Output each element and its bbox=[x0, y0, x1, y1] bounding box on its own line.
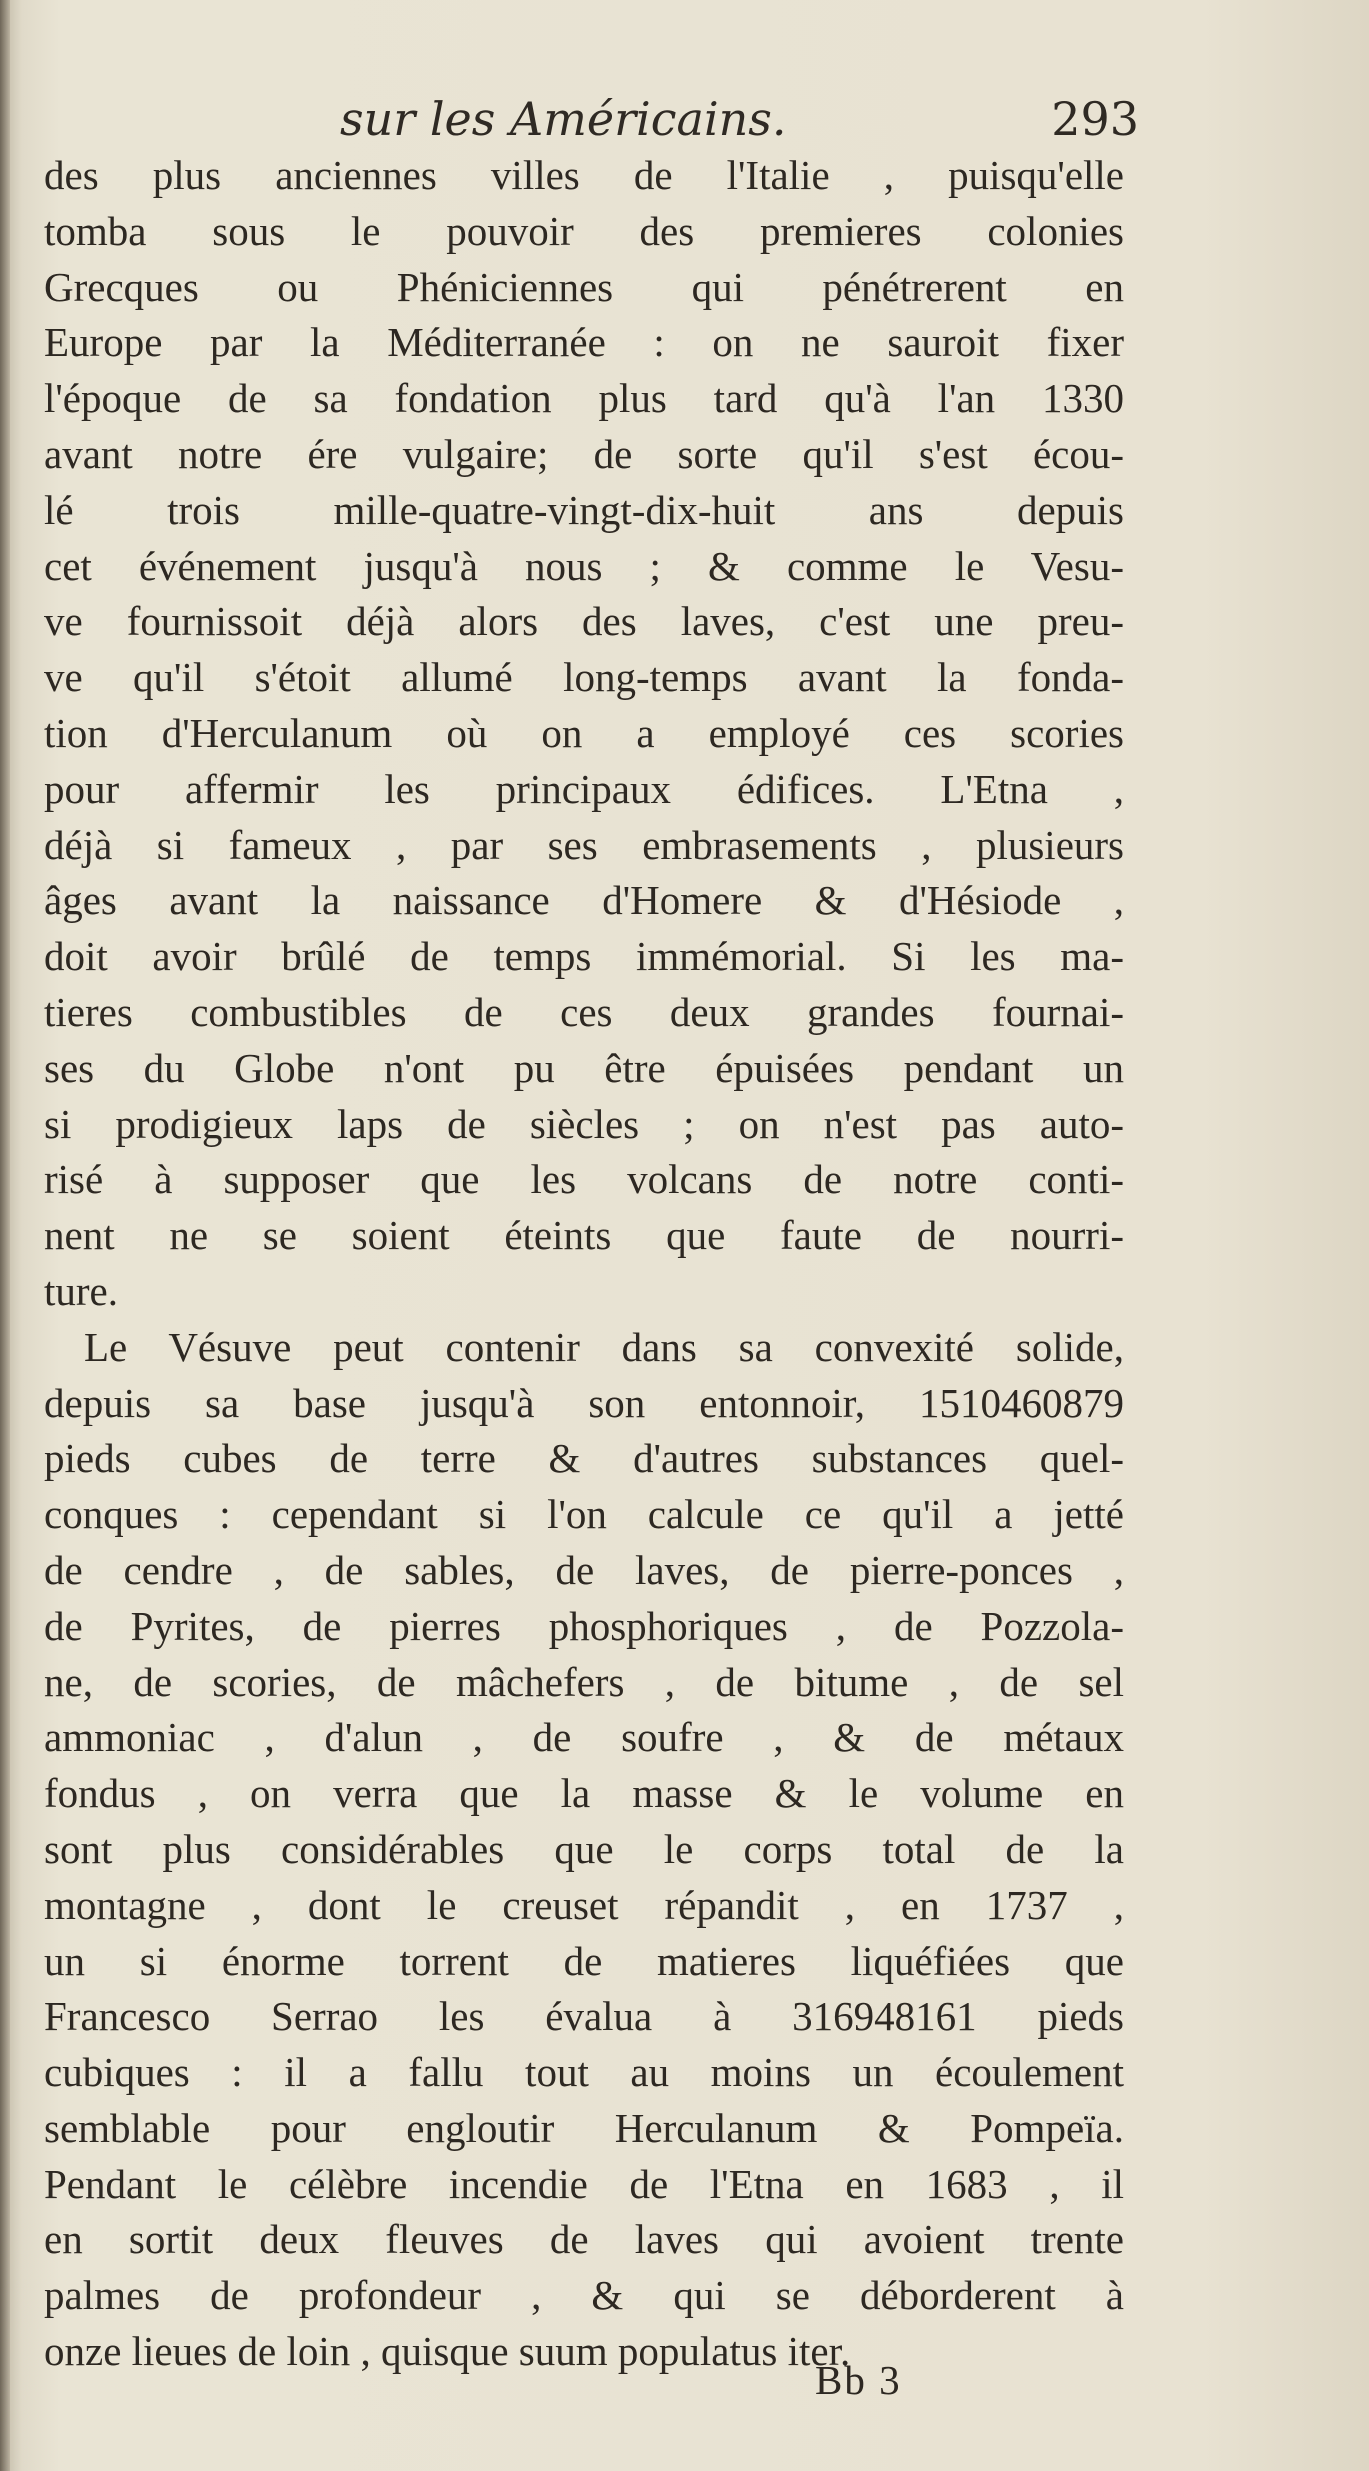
text-body bbox=[44, 148, 1124, 2380]
text-line: ses du Globe n'ont pu être épuisées pendant un bbox=[44, 1044, 1124, 1091]
text-line: ammoniac , d'alun , de soufre , & de métaux bbox=[44, 1714, 1124, 1761]
text-line: en sortit deux fleuves de laves qui avoient trente bbox=[44, 2216, 1124, 2263]
text-line: tomba sous le pouvoir des premieres colonies bbox=[44, 207, 1124, 254]
running-title: sur les Américains. bbox=[340, 92, 787, 146]
text-line: l'époque de sa fondation plus tard qu'à l'an 1330 bbox=[44, 375, 1124, 422]
text-line: Francesco Serrao les évalua à 316948161 pieds bbox=[44, 1993, 1124, 2040]
text-line: de cendre , de sables, de laves, de pierre-ponces , bbox=[44, 1546, 1124, 1593]
text-line: un si énorme torrent de matieres liquéfiées que bbox=[44, 1937, 1124, 1984]
text-line: Grecques ou Phéniciennes qui pénétrerent en bbox=[44, 263, 1124, 310]
text-line: onze lieues de loin , quisque suum populatus iter. bbox=[44, 2328, 851, 2375]
text-line: cubiques : il a fallu tout au moins un écoulement bbox=[44, 2049, 1124, 2096]
text-line: tion d'Herculanum où on a employé ces scories bbox=[44, 709, 1124, 756]
text-line: sont plus considérables que le corps total de la bbox=[44, 1825, 1124, 1872]
text-line: Pendant le célèbre incendie de l'Etna en 1683 , il bbox=[44, 2160, 1124, 2207]
signature-mark: Bb 3 bbox=[815, 2357, 902, 2403]
text-line: ve qu'il s'étoit allumé long-temps avant la fonda- bbox=[44, 654, 1124, 701]
text-line: Europe par la Méditerranée : on ne sauroit fixer bbox=[44, 319, 1124, 366]
text-line: risé à supposer que les volcans de notre conti- bbox=[44, 1156, 1124, 1203]
text-line: âges avant la naissance d'Homere & d'Hésiode , bbox=[44, 877, 1124, 924]
text-line: ve fournissoit déjà alors des laves, c'est une preu- bbox=[44, 598, 1124, 645]
page-number: 293 bbox=[1051, 92, 1139, 146]
text-line: Le Vésuve peut contenir dans sa convexité solide, bbox=[84, 1323, 1124, 1370]
text-line: tieres combustibles de ces deux grandes fournai- bbox=[44, 988, 1124, 1035]
text-line: palmes de profondeur , & qui se déborderent à bbox=[44, 2272, 1124, 2319]
text-line: semblable pour engloutir Herculanum & Pompeïa. bbox=[44, 2104, 1124, 2151]
text-line: nent ne se soient éteints que faute de nourri- bbox=[44, 1212, 1124, 1259]
running-header bbox=[330, 92, 1139, 156]
text-line: avant notre ére vulgaire; de sorte qu'il s'est écou- bbox=[44, 430, 1124, 477]
text-line: pour affermir les principaux édifices. L'Etna , bbox=[44, 765, 1124, 812]
text-line: cet événement jusqu'à nous ; & comme le Vesu- bbox=[44, 542, 1124, 589]
text-line: fondus , on verra que la masse & le volume en bbox=[44, 1770, 1124, 1817]
text-line: depuis sa base jusqu'à son entonnoir, 1510460879 bbox=[44, 1379, 1124, 1426]
text-line: montagne , dont le creuset répandit , en 1737 , bbox=[44, 1881, 1124, 1928]
text-line: de Pyrites, de pierres phosphoriques , de Pozzola- bbox=[44, 1602, 1124, 1649]
text-line: ne, de scories, de mâchefers , de bitume , de sel bbox=[44, 1658, 1124, 1705]
text-line: lé trois mille-quatre-vingt-dix-huit ans depuis bbox=[44, 486, 1124, 533]
text-line: des plus anciennes villes de l'Italie , puisqu'elle bbox=[44, 152, 1124, 198]
text-line: ture. bbox=[44, 1267, 118, 1314]
text-line: si prodigieux laps de siècles ; on n'est pas auto- bbox=[44, 1100, 1124, 1147]
book-spine-shadow bbox=[0, 0, 10, 2471]
text-line: conques : cependant si l'on calcule ce qu'il a jetté bbox=[44, 1491, 1124, 1538]
text-line: doit avoir brûlé de temps immémorial. Si les ma- bbox=[44, 933, 1124, 980]
text-line: pieds cubes de terre & d'autres substances quel- bbox=[44, 1435, 1124, 1482]
text-line: déjà si fameux , par ses embrasements , plusieurs bbox=[44, 821, 1124, 868]
